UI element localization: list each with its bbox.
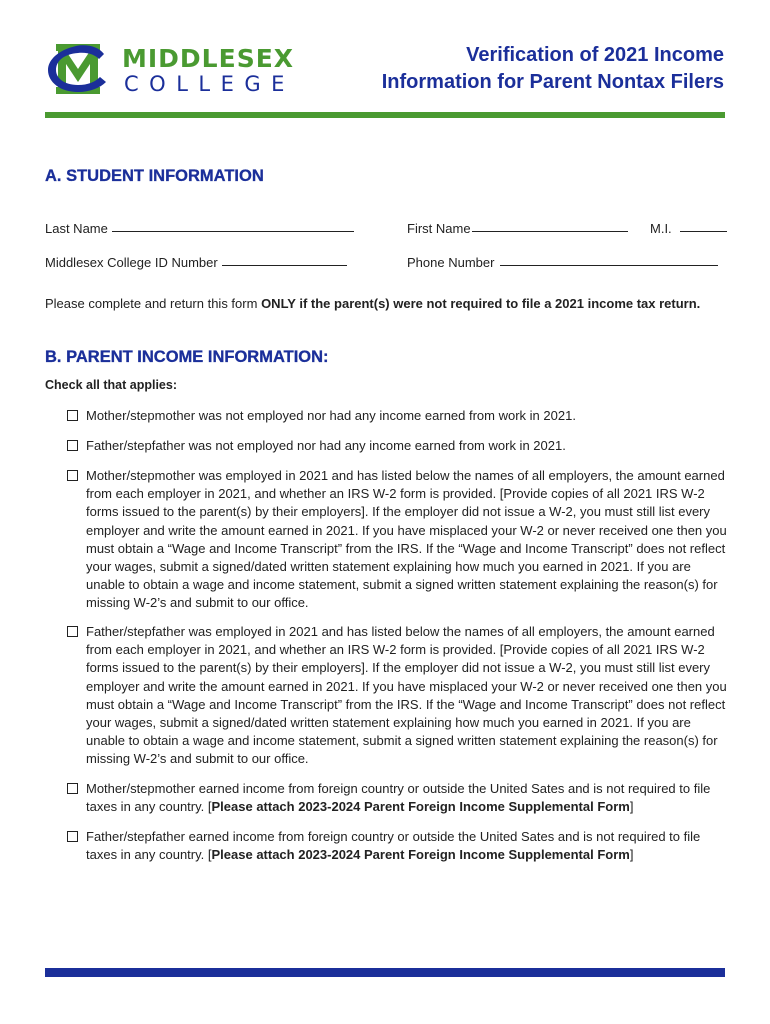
phone-line[interactable]: [500, 265, 718, 266]
header-divider: [45, 112, 725, 118]
logo-wordmark-bottom: COLLEGE: [124, 72, 295, 96]
middle-initial-field[interactable]: [650, 221, 727, 236]
checkbox[interactable]: [67, 783, 78, 794]
phone-field[interactable]: [407, 255, 718, 270]
first-name-line[interactable]: [472, 231, 628, 232]
middle-initial-line[interactable]: [680, 231, 727, 232]
last-name-label: Last Name: [45, 221, 108, 236]
first-name-field[interactable]: [407, 221, 628, 236]
filing-instructions-text: Please complete and return this form: [45, 296, 262, 311]
header: [0, 0, 770, 120]
student-id-label: Middlesex College ID Number: [45, 255, 218, 270]
middle-initial-label: M.I.: [650, 221, 672, 236]
checkbox[interactable]: [67, 831, 78, 842]
option-text: Father/stepfather was employed in 2021 and has listed below the names of all employers, the amount earned from each employer in 2021, and whether an IRS W-2 form is provided. [Provide copies of all 2021 IRS W-2 forms issued to the parent(s) by their employers]. If the employer did not issue a W-2, you must still list every employer and write the amount earned in 2021. If you have misplaced your W-2 or never received one then you must obtain a “Wage and Income Transcript” from the IRS. If the “Wage and Income Transcript” does not reflect your wages, submit a signed/dated written statement explaining how much you earned in 2021. If you are unable to obtain a wage and income statement, submit a signed written statement explaining the reason(s) for missing W-2’s and submit to our office.: [86, 624, 727, 767]
option-text-suffix: ]: [629, 847, 634, 863]
option-mother-employed[interactable]: [67, 467, 727, 613]
filing-instructions: [45, 296, 700, 311]
section-a-heading: A. STUDENT INFORMATION: [45, 167, 264, 185]
form-title-line-2: Information for Parent Nontax Filers: [381, 71, 724, 93]
option-text: Mother/stepmother was employed in 2021 and has listed below the names of all employers, the amount earned from each employer in 2021, and whether an IRS W-2 form is provided. [Provide copies of all 2021 IRS W-2 forms issued to the parent(s) by their employers]. If the employer did not issue a W-2, you must still list every employer and write the amount earned in 2021. If you have misplaced your W-2 or never received one then you must obtain a “Wage and Income Transcript” from the IRS. If the “Wage and Income Transcript” does not reflect your wages, submit a signed/dated written statement explaining how much you earned in 2021. If you are unable to obtain a wage and income statement, submit a signed written statement explaining the reason(s) for missing W-2’s and submit to our office.: [86, 468, 727, 611]
form-title-line-1: Verification of 2021 Income: [466, 44, 724, 66]
last-name-line[interactable]: [112, 231, 354, 232]
supplemental-form-link: Please attach 2023-2024 Parent Foreign Income Supplemental Form: [211, 847, 630, 863]
option-text-plain: Mother/stepmother earned income from foreign country or outside the United Sates and is not required to file taxes in any country. [: [86, 781, 711, 815]
option-text: Mother/stepmother was not employed nor had any income earned from work in 2021.: [86, 408, 576, 423]
first-name-label: First Name: [407, 221, 471, 236]
option-text: [67, 780, 727, 816]
option-text-suffix: ]: [629, 799, 634, 815]
checkbox[interactable]: [67, 410, 78, 421]
footer-divider: [45, 968, 725, 977]
checkbox[interactable]: [67, 470, 78, 481]
mc-monogram-icon: [42, 42, 114, 96]
checkbox[interactable]: [67, 626, 78, 637]
check-all-label: Check all that applies:: [45, 378, 177, 392]
supplemental-form-link: Please attach 2023-2024 Parent Foreign Income Supplemental Form: [211, 799, 630, 815]
last-name-field[interactable]: [45, 221, 354, 236]
option-father-not-employed[interactable]: [67, 437, 727, 455]
filing-instructions-emphasis: ONLY if the parent(s) were not required to file a 2021 income tax return.: [261, 296, 701, 311]
student-id-field[interactable]: [45, 255, 347, 270]
option-mother-not-employed[interactable]: [67, 407, 727, 425]
checkbox[interactable]: [67, 440, 78, 451]
option-text-plain: Father/stepfather earned income from foreign country or outside the United Sates and is not required to file taxes in any country. [: [86, 829, 701, 863]
option-text: [67, 828, 727, 864]
phone-label: Phone Number: [407, 255, 495, 270]
form-title: [382, 42, 724, 96]
option-father-foreign-income[interactable]: [67, 828, 727, 864]
option-father-employed[interactable]: [67, 623, 727, 769]
college-logo: [42, 42, 322, 98]
logo-wordmark-top: MIDDLESEX: [122, 44, 295, 73]
option-mother-foreign-income[interactable]: [67, 780, 727, 816]
section-b-heading: B. PARENT INCOME INFORMATION:: [45, 348, 329, 366]
student-id-line[interactable]: [222, 265, 347, 266]
option-text: Father/stepfather was not employed nor had any income earned from work in 2021.: [86, 438, 566, 453]
